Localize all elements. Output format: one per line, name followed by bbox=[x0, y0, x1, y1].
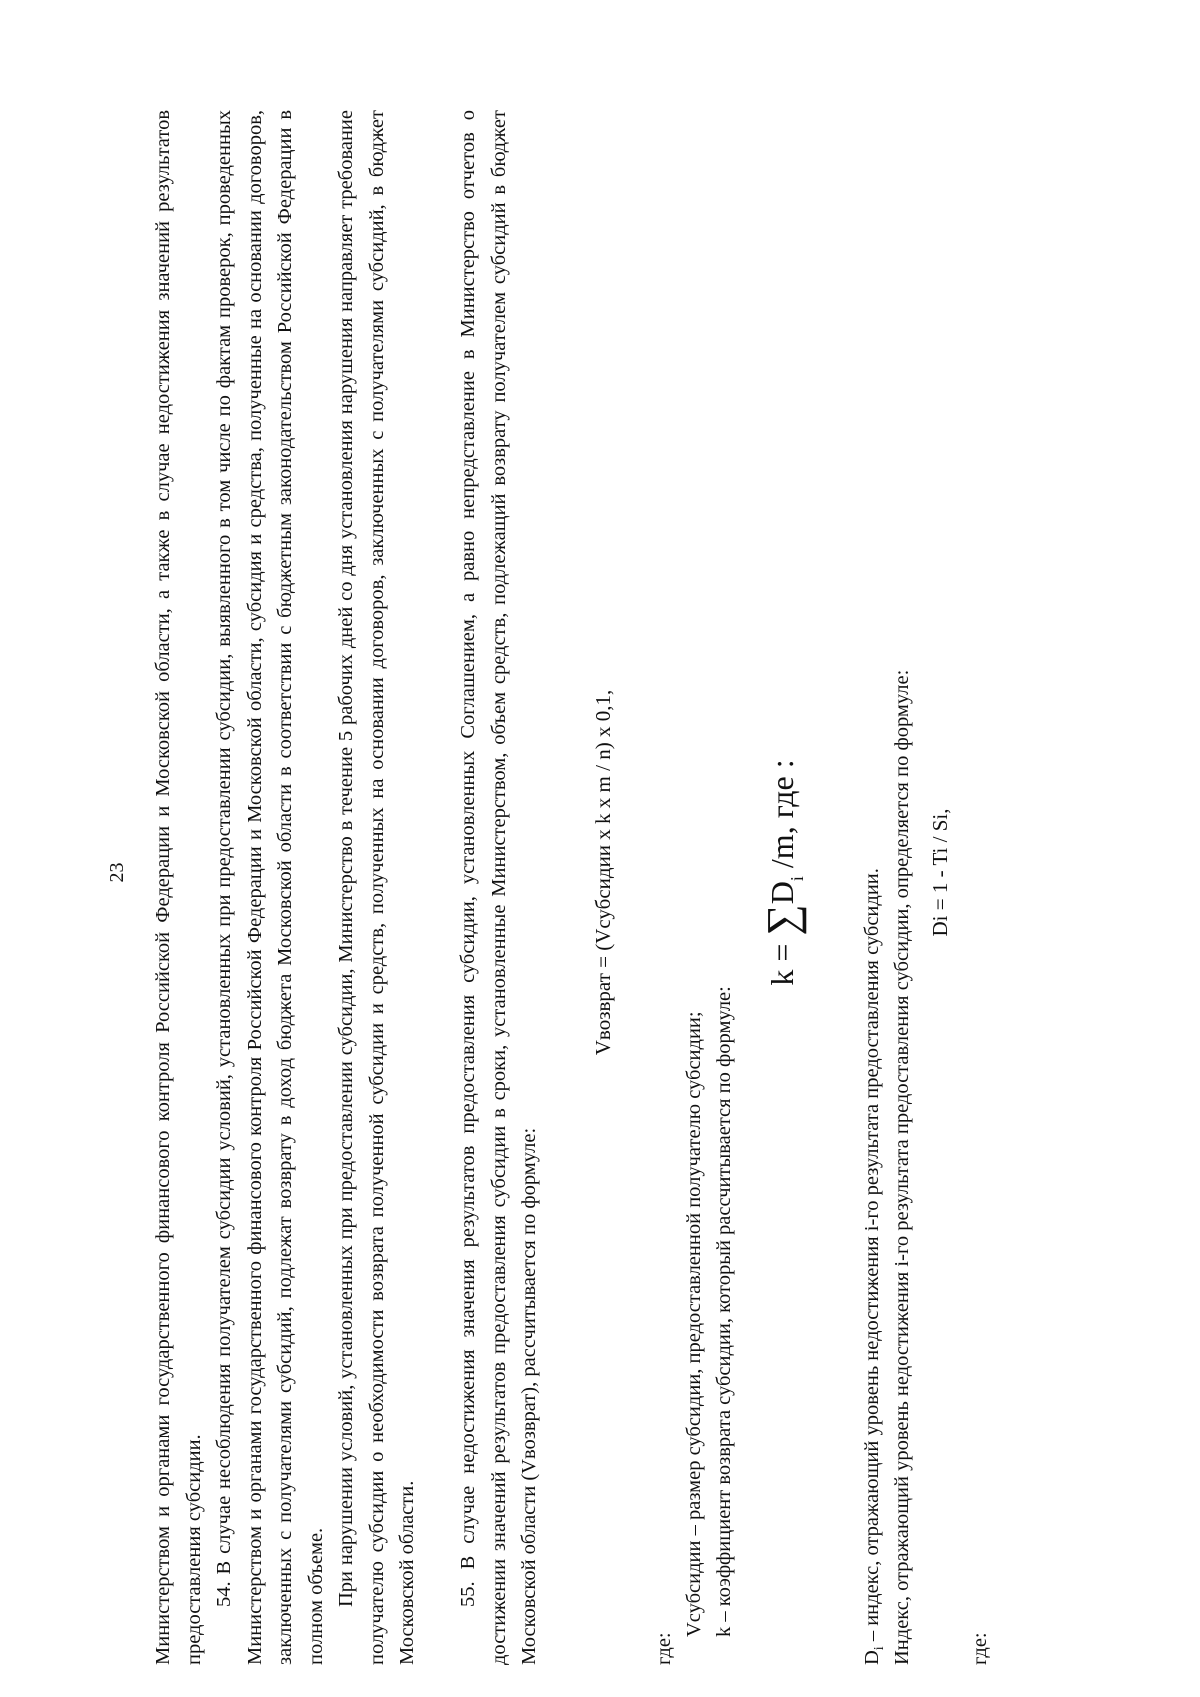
d-index-text: – индекс, отражающий уровень недостижения i-го результата предоставления субсидии. bbox=[861, 868, 883, 1647]
sigma-symbol: ∑ bbox=[758, 904, 807, 936]
where-label-2: где: bbox=[969, 1632, 991, 1665]
definition-index-formula: Индекс, отражающий уровень недостижения i-го результата предоставления субсидии, определяется по формуле: bbox=[891, 669, 913, 1665]
paragraph-55: 55. В случае недостижения значения результатов предоставления субсидии, установленных Соглашением, а равно непредставление в Министерство отчетов о достижении значений результатов предоставления субсидии в сроки, установленные Министерством, объем средств, подлежащий возврату получателем субсидий в бюджет Московской области (Vвозврат), рассчитывается по формуле: bbox=[457, 110, 540, 1665]
formula-k bbox=[757, 80, 822, 1665]
paragraph-54: 54. В случае несоблюдения получателем субсидии условий, установленных при предоставлении субсидии, выявленного в том числе по фактам проверок, проведенных Министерством и органами государственного финансового контроля Российской Федерации и Московской области, субсидия и средства, полученные на основании договоров, заключенных с получателями субсидий, подлежат возврату в доход бюджета Московской области в соответствии с бюджетным законодательством Российской Федерации в полном объеме. bbox=[213, 110, 327, 1665]
formula-k-lhs: k = bbox=[764, 935, 800, 986]
paragraph-continuation: Министерством и органами государственного финансового контроля Российской Федерации и Московской области, а также в случае недостижения значений результатов предоставления субсидии. bbox=[152, 110, 205, 1665]
formula-k-d-subscript: i bbox=[787, 876, 807, 882]
where-label: где: bbox=[653, 1632, 675, 1665]
rotated-page bbox=[105, 80, 1105, 1665]
d-index-subscript: i bbox=[872, 1646, 887, 1651]
formula-k-rhs: /m, где : bbox=[764, 759, 800, 877]
formula-k-d: D bbox=[764, 881, 800, 905]
formula-di: Di = 1 - Ti / Si, bbox=[928, 808, 952, 937]
paragraph-violation: При нарушении условий, установленных при предоставлении субсидии, Министерство в течение 5 рабочих дней со дня установления нарушения направляет требование получателю субсидии о необходимости возврата полученной субсидии и средств, полученных на основании договоров, заключенных с получателями субсидий, в бюджет Московской области. bbox=[335, 110, 418, 1665]
definition-v-subsidy: Vсубсидии – размер субсидии, предоставленной получателю субсидии; bbox=[683, 1011, 705, 1637]
page-number: 23 bbox=[106, 862, 128, 883]
definition-k-coefficient: k – коэффициент возврата субсидии, который рассчитывается по формуле: bbox=[713, 986, 735, 1637]
d-index-symbol: D bbox=[861, 1650, 883, 1665]
formula-return-volume: Vвозврат = (Vсубсидии x k x m / n) x 0,1, bbox=[591, 689, 615, 1056]
